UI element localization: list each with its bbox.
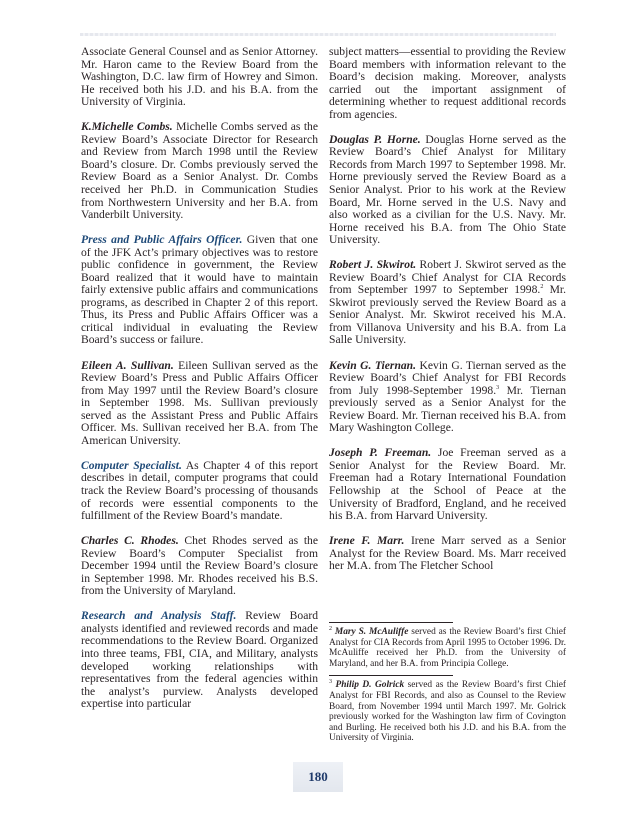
paragraph-text: As Chapter 4 of this report describes in detail, computer programs that could track the Review Board’s processing of thousands of records were essential components to the fulfillment of the Review Board’s mandate. — [81, 458, 318, 523]
section-heading: Research and Analysis Staff. — [81, 609, 237, 623]
person-name: Eileen A. Sullivan. — [81, 358, 174, 372]
paragraph-text: Associate General Counsel and as Senior Attorney. Mr. Haron came to the Review Board from the Washington, D.C. law firm of Howrey and Simon. He received both his J.D. and his B.A. from the University of Virginia. — [81, 45, 318, 109]
paragraph-marr — [329, 535, 566, 573]
paragraph-text: Chet Rhodes served as the Review Board’s Computer Specialist from December 1994 until the Review Board’s closure in September 1998. Mr. Rhodes received his B.S. from the University of Maryland. — [81, 534, 318, 598]
paragraph-text: Mr. Skwirot previously served the Review Board as a Senior Analyst. Mr. Skwirot received his M.A. from Villanova University and his B.A. from La Salle University. — [329, 283, 567, 347]
paragraph-freeman — [329, 447, 566, 522]
paragraph-text: Douglas Horne served as the Review Board’s Chief Analyst for Military Records from March 1997 to September 1998. Mr. Horne previously served the Review Board as a Senior Analyst. Prior to his work at the Review Board, Mr. Horne served in the U.S. Navy and also worked as a civilian for the U.S. Navy. Mr. Horne received his B.A. from The Ohio State University. — [329, 132, 567, 247]
section-heading: Press and Public Affairs Officer. — [81, 233, 243, 247]
paragraph-skwirot — [329, 259, 566, 347]
header-rule — [80, 33, 556, 36]
person-name: Philip D. Golrick — [335, 680, 405, 691]
paragraph-text: subject matters—essential to providing the Review Board members with information relevant to the Board’s decision making. Moreover, analysts carried out the important assignment of determining whether to request additional records from agencies. — [329, 45, 566, 121]
paragraph-horne — [329, 134, 566, 247]
footnote-ref[interactable]: 2 — [540, 284, 544, 291]
person-name: Douglas P. Horne. — [329, 132, 421, 146]
footnote-number: 2 — [329, 625, 332, 632]
person-name: K.Michelle Combs. — [81, 120, 173, 134]
paragraph-sullivan — [81, 360, 318, 448]
paragraph-text: Review Board analysts identified and reviewed records and made recommendations to the Review Board. Organized into three teams, FBI, CIA, and Military, analysts developed working relationships with representatives from the federal agencies within the analyst’s purview. Analysts developed expertise into particular — [81, 609, 318, 711]
person-name: Robert J. Skwirot. — [329, 258, 417, 272]
footnote-ref[interactable]: 3 — [496, 384, 500, 391]
paragraph-haron-continued — [81, 46, 318, 109]
paragraph-text: Joe Freeman served as a Senior Analyst for the Review Board. Mr. Freeman had a Rotary International Foundation Fellowship at the School of Peace at the University of Bradford, England, and he received his B.A. from Harvard University. — [329, 446, 566, 523]
paragraph-text: Kevin G. Tiernan served as the Review Board’s Chief Analyst for FBI Records from July 1998-September 1998. — [329, 358, 566, 397]
person-name: Irene F. Marr. — [329, 534, 405, 548]
person-name: Mary S. McAuliffe — [334, 627, 409, 637]
paragraph-text: Irene Marr served as a Senior Analyst for the Review Board. Ms. Marr received her M.A. from The Fletcher School — [329, 534, 566, 573]
paragraph-text: Michelle Combs served as the Review Board’s Associate Director for Research and Review from March 1998 until the Review Board’s closure. Dr. Combs previously served the Review Board as a Senior Analyst. Dr. Combs received her Ph.D. in Communication Studies from Northwestern University and her B.A. from Vanderbilt University. — [81, 120, 318, 222]
person-name: Charles C. Rhodes. — [81, 534, 179, 548]
person-name: Kevin G. Tiernan. — [329, 358, 417, 372]
footnote-rule — [329, 622, 453, 623]
paragraph-rhodes — [81, 535, 318, 598]
paragraph-press-officer — [81, 234, 318, 347]
right-column — [329, 46, 566, 585]
paragraph-research-staff — [81, 610, 318, 710]
footnote-text: served as the Review Board’s first Chief Analyst for FBI Records, and also as Counsel to the Review Board, from November 1994 until March 1997. Mr. Golrick previously worked for the Washington law firm of Covington and Burling. He received both his J.D. and his B.A. from the University of Virginia. — [329, 680, 566, 744]
paragraph-text: Mr. Tiernan previously served as a Senior Analyst for the Review Board. Mr. Tiernan received his B.A. from Mary Washington College. — [329, 383, 566, 435]
section-heading: Computer Specialist. — [81, 458, 182, 472]
paragraph-text: Given that one of the JFK Act’s primary objectives was to restore public confidence in government, the Review Board realized that it would have to maintain fairly extensive public affairs and communications programs, as described in Chapter 2 of this report. Thus, its Press and Public Affairs Officer was a critical individual in evaluating the Review Board’s success or failure. — [81, 233, 318, 347]
footnote-3 — [329, 680, 566, 744]
paragraph-computer-specialist — [81, 460, 318, 523]
paragraph-tiernan — [329, 360, 566, 435]
footnote-rule — [329, 675, 453, 676]
footnote-text: served as the Review Board’s first Chief Analyst for CIA Records from April 1995 to October 1996. Dr. McAuliffe received her Ph.D. from the University of Maryland, and her B.A. from Principia College. — [329, 627, 566, 669]
paragraph-text: Eileen Sullivan served as the Review Board’s Press and Public Affairs Officer from May 1997 until the Review Board’s closure in September 1998. Ms. Sullivan previously served as the Assistant Press and Public Affairs Officer. Ms. Sullivan received her B.A. from The American University. — [81, 358, 318, 447]
left-column — [81, 46, 318, 723]
paragraph-research-continued — [329, 46, 566, 121]
footnote-number: 3 — [329, 679, 332, 686]
page-number: 180 — [293, 762, 343, 792]
paragraph-text: Robert J. Skwirot served as the Review Board’s Chief Analyst for CIA Records from September 1997 to September 1998. — [329, 258, 567, 297]
footnotes — [329, 622, 566, 750]
person-name: Joseph P. Freeman. — [329, 446, 432, 460]
footnote-2 — [329, 627, 566, 669]
paragraph-combs — [81, 121, 318, 221]
